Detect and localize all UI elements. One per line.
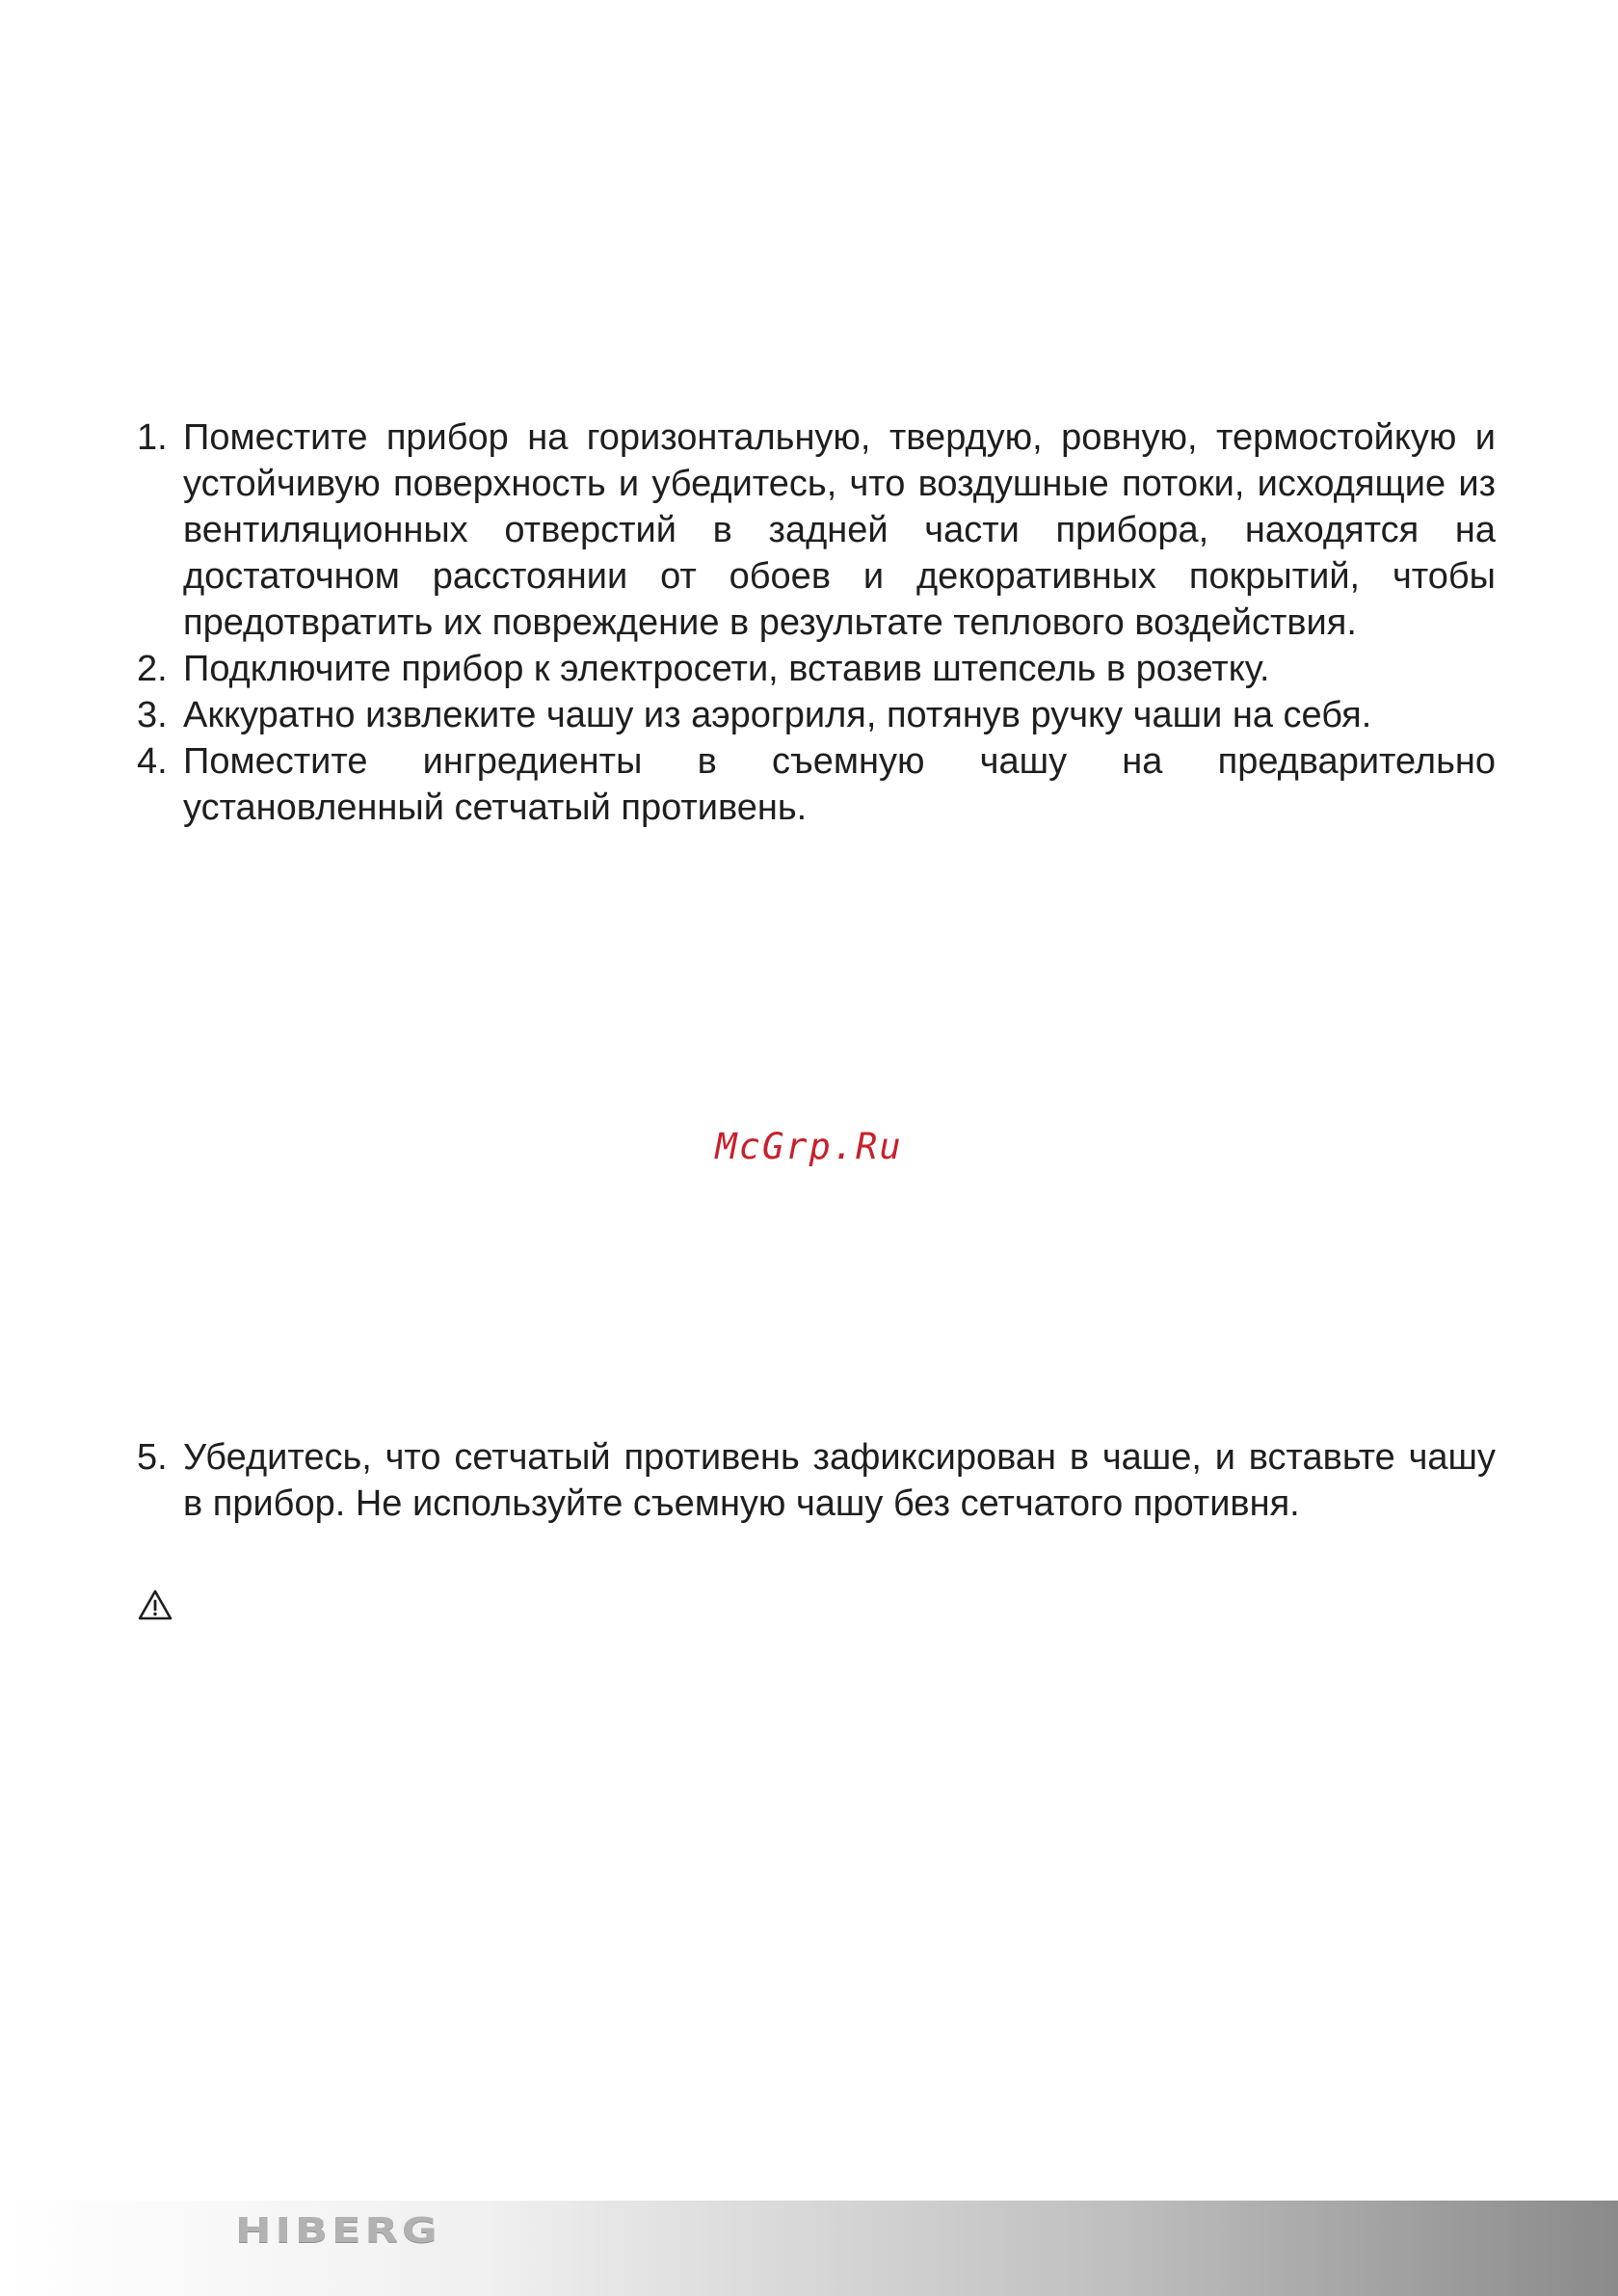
instruction-step [137, 646, 1496, 692]
step-text: Поместите ингредиенты в съемную чашу на предварительно установленный сетчатый противень. [183, 741, 1496, 828]
instruction-step [137, 414, 1496, 646]
step-text: Убедитесь, что сетчатый противень зафиксирован в чаше, и вставьте чашу в прибор. Не используйте съемную чашу без сетчатого противня. [183, 1437, 1496, 1524]
instruction-steps-part1 [137, 414, 1496, 831]
step-text: Поместите прибор на горизонтальную, твердую, ровную, термостойкую и устойчивую поверхность и убедитесь, что воздушные потоки, исходящие из вентиляционных отверстий в задней части прибора, находятся на достаточном расстоянии от обоев и декоративных покрытий, чтобы предотвратить их повреждение в результате теплового воздействия. [183, 417, 1496, 643]
instruction-step [137, 1434, 1496, 1527]
brand-logo: HIBERG [235, 2211, 441, 2251]
watermark-link[interactable]: McGrp.Ru [715, 1126, 903, 1167]
warning-triangle-icon [137, 1589, 173, 1621]
step-text: Аккуратно извлеките чашу из аэрогриля, потянув ручку чаши на себя. [183, 695, 1372, 735]
step-text: Подключите прибор к электросети, вставив штепсель в розетку. [183, 649, 1270, 689]
step-number: 5. [137, 1437, 168, 1478]
step-number: 4. [137, 741, 168, 782]
instruction-step [137, 738, 1496, 831]
step-number: 2. [137, 649, 168, 689]
instruction-step [137, 692, 1496, 738]
step-number: 1. [137, 417, 168, 458]
step-number: 3. [137, 695, 168, 735]
instruction-steps-part2 [137, 1434, 1496, 1527]
